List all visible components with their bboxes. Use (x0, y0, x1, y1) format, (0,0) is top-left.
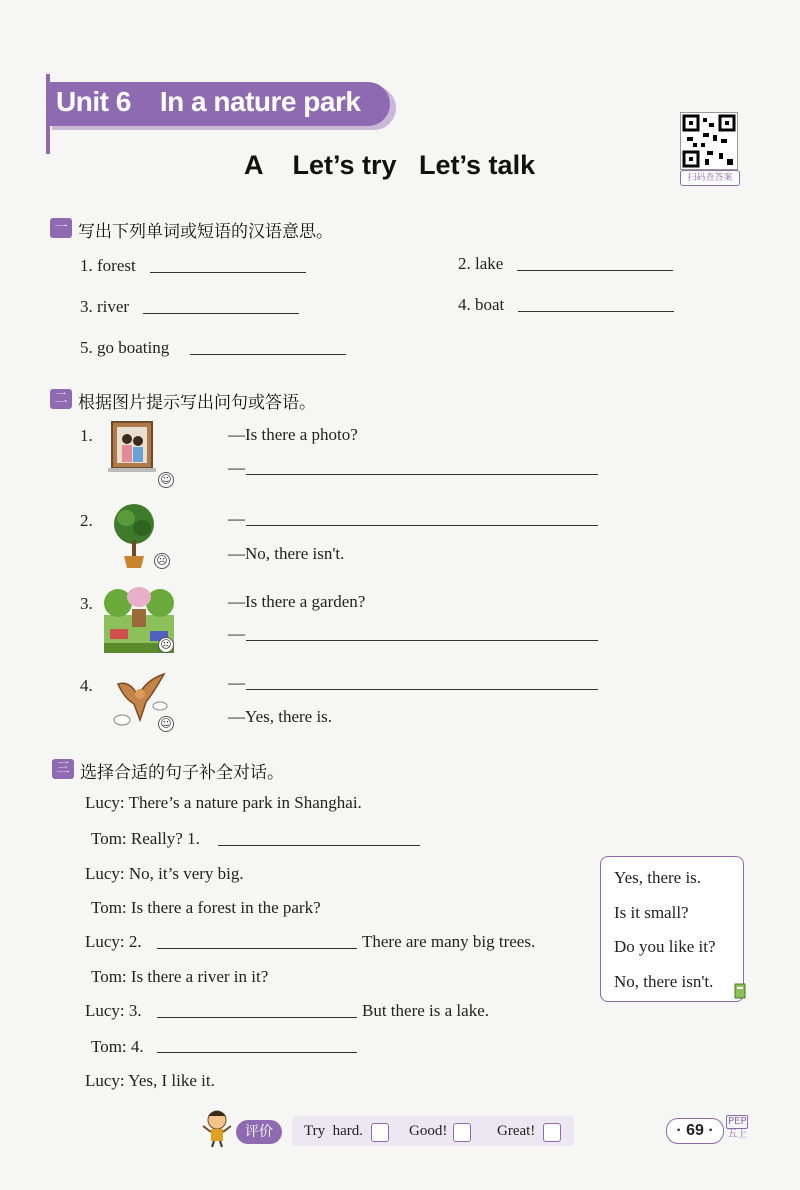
dialog-line: —Yes, there is. (228, 707, 333, 726)
pep-label: PEP (728, 1116, 747, 1127)
qr-code-icon[interactable] (680, 112, 738, 170)
dialog-line-tail: But there is a lake. (362, 1001, 489, 1020)
banner-edge (46, 74, 50, 154)
answer-line-blank-3[interactable] (157, 1017, 357, 1018)
page-number: · 69 · (666, 1118, 724, 1144)
picture-item-number: 3. (80, 594, 93, 613)
answer-line[interactable] (246, 640, 598, 641)
dialog-line-tail: There are many big trees. (362, 932, 536, 951)
dialog-line: Lucy: 3. (85, 1001, 142, 1020)
answer-line-blank-4[interactable] (157, 1052, 357, 1053)
answer-line[interactable] (246, 525, 598, 526)
potted-tree-icon (110, 502, 158, 570)
unit-title: Unit 6 In a nature park (56, 86, 361, 117)
dialog-line: Tom: 4. (91, 1037, 144, 1056)
qr-caption: 扫码查答案 (680, 170, 740, 186)
dialog-line: — (228, 624, 245, 643)
evaluation-label: 评价 (236, 1120, 282, 1144)
rating-checkbox-try-hard[interactable] (371, 1123, 389, 1142)
vocab-item-3: 3. river (80, 297, 130, 316)
answer-line-blank-2[interactable] (157, 948, 357, 949)
rating-label-try-hard: Try hard. (304, 1123, 364, 1139)
dialog-line: — (228, 673, 245, 692)
dialog-line: —No, there isn't. (228, 544, 345, 563)
grade-label: 五上 (727, 1129, 748, 1140)
option-item: Yes, there is. (614, 868, 702, 887)
dialog-line: Lucy: 2. (85, 932, 142, 951)
dialog-line: Lucy: There’s a nature park in Shanghai. (85, 793, 362, 812)
rating-checkbox-great[interactable] (543, 1123, 561, 1142)
vocab-item-4: 4. boat (458, 295, 505, 314)
option-item: No, there isn't. (614, 972, 714, 991)
pencil-icon (733, 982, 747, 1000)
sad-face-icon: ☹ (154, 553, 170, 569)
smile-face-icon: ☺ (158, 716, 174, 732)
dialog-line: —Is there a photo? (228, 425, 358, 444)
dialog-line: — (228, 509, 245, 528)
answer-line-blank-1[interactable] (218, 845, 420, 846)
answer-line[interactable] (246, 689, 598, 690)
dialog-line: —Is there a garden? (228, 592, 366, 611)
section-1-badge: 一 (50, 218, 72, 238)
option-item: Do you like it? (614, 937, 716, 956)
vocab-item-2: 2. lake (458, 254, 504, 273)
smile-face-icon: ☺ (158, 472, 174, 488)
rating-label-great: Great! (497, 1123, 536, 1139)
lesson-title: A Let’s try Let’s talk (244, 150, 536, 180)
dialog-line: Lucy: No, it’s very big. (85, 864, 244, 883)
edition-label (726, 1115, 748, 1141)
answer-line-2[interactable] (517, 270, 673, 271)
dialog-line: — (228, 458, 245, 477)
dialog-line: Tom: Really? 1. (91, 829, 200, 848)
picture-item-number: 4. (80, 676, 93, 695)
answer-line-1[interactable] (150, 272, 306, 273)
picture-item-number: 1. (80, 426, 93, 445)
rating-checkbox-good[interactable] (453, 1123, 471, 1142)
sad-face-icon: ☹ (158, 637, 174, 653)
dialog-line: Tom: Is there a river in it? (91, 967, 269, 986)
vocab-item-1: 1. forest (80, 256, 136, 275)
dialog-line: Tom: Is there a forest in the park? (91, 898, 321, 917)
answer-line-5[interactable] (190, 354, 346, 355)
answer-line-4[interactable] (518, 311, 674, 312)
vocab-item-5: 5. go boating (80, 338, 170, 357)
section-2-title: 根据图片提示写出问句或答语。 (78, 393, 316, 413)
option-item: Is it small? (614, 903, 689, 922)
photo-frame-icon (104, 420, 158, 478)
section-2-badge: 二 (50, 389, 72, 409)
picture-item-number: 2. (80, 511, 93, 530)
cartoon-boy-icon (200, 1108, 234, 1148)
answer-line-3[interactable] (143, 313, 299, 314)
section-3-title: 选择合适的句子补全对话。 (80, 763, 284, 783)
rating-label-good: Good! (409, 1123, 448, 1139)
section-3-badge: 三 (52, 759, 74, 779)
dialog-line: Lucy: Yes, I like it. (85, 1071, 215, 1090)
answer-line[interactable] (246, 474, 598, 475)
section-1-title: 写出下列单词或短语的汉语意思。 (78, 222, 333, 242)
